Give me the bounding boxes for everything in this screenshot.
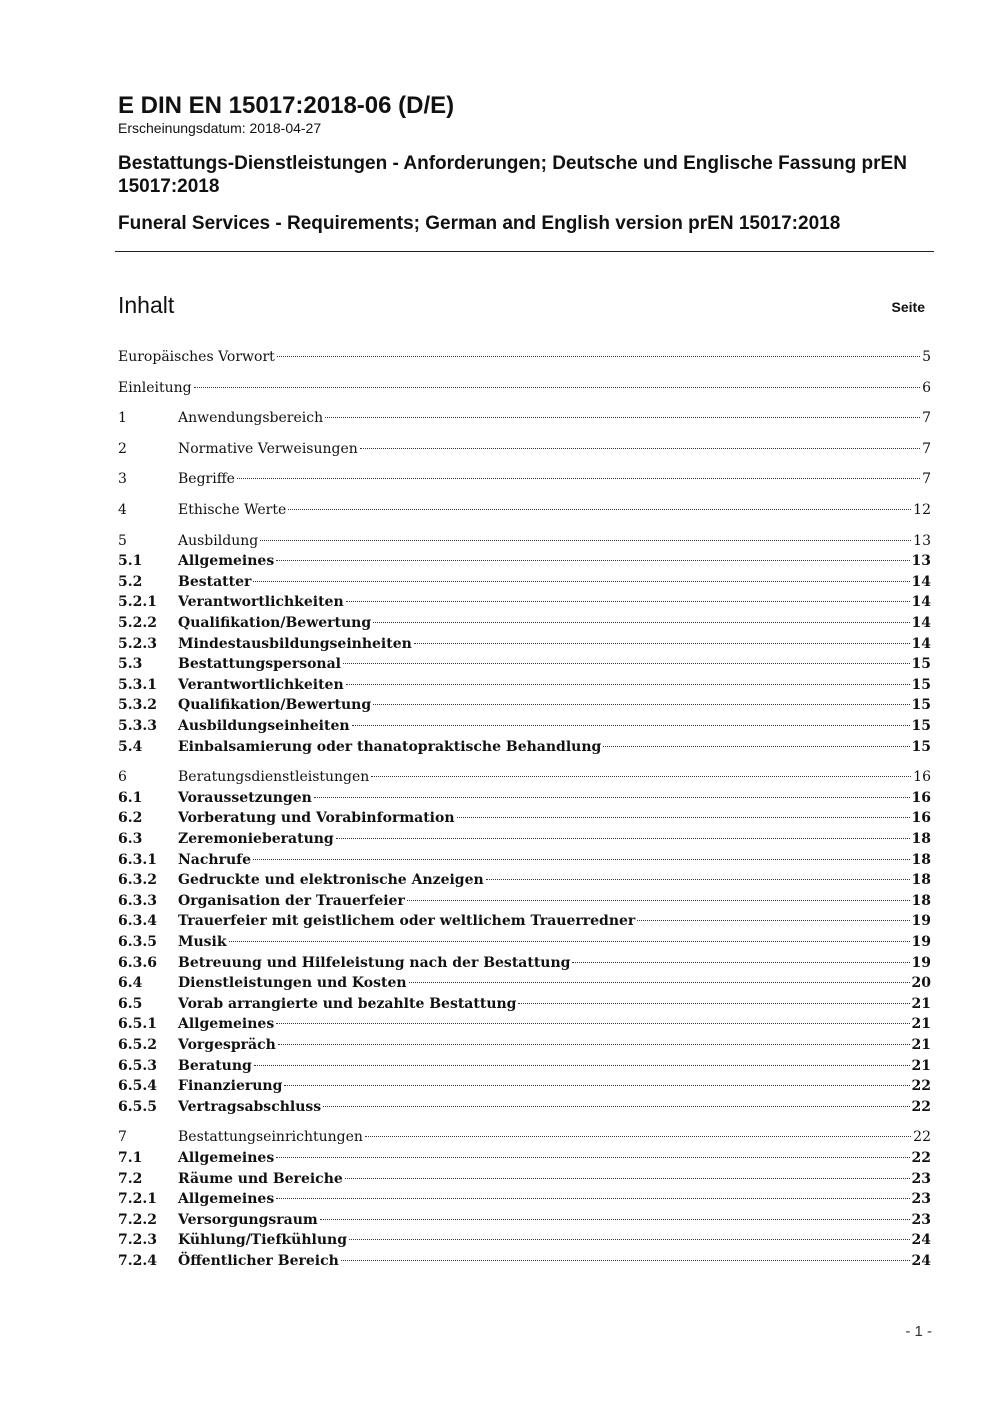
toc-entry-title: Begriffe [178,471,235,488]
toc-entry[interactable] [118,634,931,654]
toc-entry-number: 6.5.3 [118,1057,157,1074]
toc-entry-page: 18 [911,831,931,847]
toc-dot-leader [373,622,909,623]
toc-entry-page: 15 [911,697,931,714]
toc-dot-leader [365,1136,911,1137]
toc-entry-page: 23 [911,1170,931,1187]
toc-dot-leader [352,725,910,726]
toc-entry[interactable] [118,378,931,398]
toc-entry-title: Ethische Werte [178,502,287,518]
toc-entry-page: 13 [913,532,931,549]
toc-entry-page: 7 [922,471,931,488]
toc-dot-leader [288,509,911,510]
toc-entry[interactable] [118,347,931,367]
toc-dot-leader [346,601,910,602]
toc-dot-leader [194,387,921,388]
toc-entry-title: Nachrufe [178,851,252,868]
toc-entry-number: 6.3 [118,831,143,847]
toc-entry-number: 6.2 [118,810,143,827]
toc-entry-number: 6.5.1 [118,1016,157,1033]
toc-dot-leader [343,663,910,664]
toc-entry-page: 22 [911,1098,931,1115]
toc-entry-title: Vorab arrangierte und bezahlte Bestattung [178,995,517,1012]
toc-entry[interactable] [118,613,931,633]
toc-entry-title: Verantwortlichkeiten [178,594,344,611]
toc-entry-number: 5.4 [118,738,143,755]
toc-entry-page: 16 [911,810,931,827]
toc-entry-number: 6.3.4 [118,913,157,930]
toc-entry[interactable] [118,1056,931,1076]
toc-entry-title: Musik [178,934,227,950]
toc-entry-page: 12 [913,502,931,518]
toc-entry[interactable] [118,531,931,551]
toc-entry-page: 21 [911,995,931,1012]
toc-entry-number: 1 [118,410,127,427]
toc-dot-leader [314,797,910,798]
toc-entry-title: Organisation der Trauerfeier [178,892,405,909]
toc-dot-leader [237,478,920,479]
toc-entry-title: Allgemeines [178,553,275,570]
toc-entry[interactable] [118,737,931,757]
toc-entry-title: Voraussetzungen [178,789,312,806]
toc-entry-title: Europäisches Vorwort [118,349,275,365]
toc-entry-number: 5.2.1 [118,594,157,611]
toc-dot-leader [325,417,920,418]
toc-dot-leader [336,838,910,839]
toc-entry-title: Bestattungspersonal [178,656,341,673]
toc-entry-number: 6 [118,769,127,786]
toc-entry-number: 7.2.2 [118,1211,157,1228]
toc-entry[interactable] [118,1251,931,1271]
toc-entry-page: 24 [911,1253,931,1269]
toc-entry-number: 7.2.1 [118,1191,157,1208]
toc-entry-page: 23 [911,1191,931,1208]
toc-entry-title: Öffentlicher Bereich [178,1253,339,1269]
toc-entry[interactable] [118,654,931,674]
toc-entry-title: Gedruckte und elektronische Anzeigen [178,872,484,889]
toc-entry[interactable] [118,1148,931,1168]
toc-entry-page: 7 [922,410,931,427]
toc-entry-number: 7.1 [118,1150,143,1166]
toc-dot-leader [284,1085,909,1086]
toc-dot-leader [323,1106,909,1107]
toc-dot-leader [320,1219,910,1220]
toc-entry-title: Qualifikation/Bewertung [178,615,372,631]
toc-entry[interactable] [118,850,931,870]
toc-entry-page: 23 [911,1211,931,1228]
toc-dot-leader [371,776,911,777]
toc-entry[interactable] [118,1210,931,1230]
toc-dot-leader [276,1157,909,1158]
toc-entry-title: Vorberatung und Vorabinformation [178,810,455,827]
toc-dot-leader [253,859,909,860]
toc-dot-leader [457,817,910,818]
toc-entry-page: 21 [911,1016,931,1033]
toc-entry-page: 15 [911,718,931,734]
toc-entry-title: Dienstleistungen und Kosten [178,975,407,992]
toc-entry-title: Zeremonieberatung [178,831,334,847]
toc-entry[interactable] [118,1076,931,1096]
toc-entry-title: Allgemeines [178,1150,275,1166]
toc-entry-page: 16 [913,769,931,786]
toc-entry[interactable] [118,695,931,715]
toc-entry-number: 7.2.4 [118,1253,157,1269]
toc-entry[interactable] [118,953,931,973]
toc-entry-title: Beratung [178,1057,252,1074]
toc-dot-leader [276,1023,909,1024]
toc-dot-leader [486,879,910,880]
toc-entry[interactable] [118,592,931,612]
toc-dot-leader [260,540,911,541]
toc-entry-title: Vorgespräch [178,1037,276,1053]
toc-entry-page: 18 [911,851,931,868]
toc-entry-number: 6.5 [118,995,143,1012]
toc-dot-leader [276,560,909,561]
toc-dot-leader [373,704,909,705]
toc-entry-title: Beratungsdienstleistungen [178,769,370,786]
toc-entry-page: 21 [911,1037,931,1053]
toc-entry[interactable] [118,1035,931,1055]
toc-entry-title: Räume und Bereiche [178,1170,343,1187]
toc-entry-title: Betreuung und Hilfeleistung nach der Bestattung [178,954,571,971]
toc-entry[interactable] [118,808,931,828]
toc-entry[interactable] [118,973,931,993]
toc-entry[interactable] [118,932,931,952]
toc-entry-title: Versorgungsraum [178,1211,318,1228]
document-number: E DIN EN 15017:2018-06 (D/E) [118,92,455,119]
toc-entry-number: 6.5.4 [118,1078,157,1095]
toc-entry-number: 2 [118,440,127,457]
toc-entry-page: 15 [911,676,931,693]
toc-dot-leader [277,356,920,357]
toc-entry[interactable] [118,870,931,890]
toc-entry[interactable] [118,716,931,736]
toc-dot-leader [603,746,909,747]
toc-entry-title: Verantwortlichkeiten [178,676,344,693]
toc-entry-title: Ausbildungseinheiten [178,718,350,734]
toc-entry-number: 6.3.3 [118,892,157,909]
toc-entry-page: 14 [911,573,931,590]
toc-entry-title: Einleitung [118,379,192,396]
toc-dot-leader [518,1003,909,1004]
toc-entry-page: 19 [911,913,931,930]
toc-dot-leader [349,1239,910,1240]
toc-entry[interactable] [118,891,931,911]
toc-entry[interactable] [118,829,931,849]
toc-entry-page: 24 [911,1232,931,1249]
toc-dot-leader [345,1178,910,1179]
toc-entry-title: Anwendungsbereich [178,410,324,427]
toc-entry-number: 5.3 [118,656,143,673]
toc-dot-leader [278,1044,910,1045]
toc-entry-number: 6.3.5 [118,934,157,950]
toc-entry[interactable] [118,911,931,931]
toc-entry-title: Qualifikation/Bewertung [178,697,372,714]
toc-dot-leader [572,962,909,963]
toc-entry[interactable] [118,1014,931,1034]
toc-entry-number: 4 [118,502,127,518]
toc-entry[interactable] [118,408,931,428]
toc-entry-number: 6.5.2 [118,1037,157,1053]
page-number: - 1 - [905,1323,932,1340]
toc-entry-page: 21 [911,1057,931,1074]
toc-entry-number: 6.3.1 [118,851,157,868]
toc-entry-page: 15 [911,738,931,755]
toc-entry-number: 5.2 [118,573,143,590]
toc-entry-number: 7.2.3 [118,1232,157,1249]
toc-entry-page: 20 [911,975,931,992]
toc-entry-page: 14 [911,615,931,631]
toc-dot-leader [254,1065,910,1066]
toc-dot-leader [409,982,910,983]
toc-entry-title: Trauerfeier mit geistlichem oder weltlichem Trauerredner [178,913,636,930]
title-german: Bestattungs-Dienstleistungen - Anforderungen; Deutsche und Englische Fassung prEN 15017:2018 [118,153,907,197]
toc-entry[interactable] [118,767,931,787]
toc-entry-title: Allgemeines [178,1016,275,1033]
title-english: Funeral Services - Requirements; German and English version prEN 15017:2018 [118,213,841,234]
toc-dot-leader [253,581,909,582]
toc-dot-leader [637,920,909,921]
toc-entry[interactable] [118,1127,931,1147]
toc-entry-number: 5.3.2 [118,697,157,714]
table-of-contents [118,0,931,1300]
toc-entry[interactable] [118,1169,931,1189]
toc-entry-page: 18 [911,892,931,909]
toc-entry-page: 19 [911,934,931,950]
toc-entry[interactable] [118,551,931,571]
toc-entry[interactable] [118,675,931,695]
toc-entry-page: 14 [911,635,931,652]
toc-entry[interactable] [118,788,931,808]
toc-entry-page: 13 [911,553,931,570]
toc-entry[interactable] [118,1189,931,1209]
toc-entry-title: Bestatter [178,573,252,590]
toc-entry-page: 22 [911,1078,931,1095]
toc-entry-page: 6 [922,379,931,396]
toc-entry[interactable] [118,1097,931,1117]
toc-entry-page: 15 [911,656,931,673]
toc-entry-number: 5.2.3 [118,635,157,652]
toc-entry-title: Finanzierung [178,1078,283,1095]
toc-entry[interactable] [118,469,931,489]
toc-entry[interactable] [118,1230,931,1250]
toc-entry-page: 18 [911,872,931,889]
toc-entry-number: 5.1 [118,553,143,570]
toc-entry-number: 5.3.3 [118,718,157,734]
toc-entry-number: 7 [118,1129,127,1146]
toc-entry-page: 22 [911,1150,931,1166]
toc-entry-title: Normative Verweisungen [178,440,358,457]
toc-entry-number: 7.2 [118,1170,143,1187]
toc-entry[interactable] [118,500,931,520]
toc-entry-number: 6.3.6 [118,954,157,971]
publication-date: Erscheinungsdatum: 2018-04-27 [118,120,322,136]
toc-entry-title: Vertragsabschluss [178,1098,322,1115]
toc-entry[interactable] [118,994,931,1014]
toc-dot-leader [229,941,910,942]
toc-entry-number: 5 [118,532,127,549]
toc-dot-leader [276,1198,909,1199]
toc-entry[interactable] [118,572,931,592]
toc-entry-title: Mindestausbildungseinheiten [178,635,412,652]
toc-entry-number: 5.2.2 [118,615,157,631]
toc-entry-title: Bestattungseinrichtungen [178,1129,363,1146]
toc-entry-title: Kühlung/Tiefkühlung [178,1232,347,1249]
toc-entry-page: 16 [911,789,931,806]
toc-dot-leader [341,1260,910,1261]
toc-dot-leader [360,448,920,449]
toc-entry-number: 6.1 [118,789,143,806]
toc-dot-leader [414,643,910,644]
toc-entry-page: 19 [911,954,931,971]
toc-heading: Inhalt [118,292,175,318]
toc-entry[interactable] [118,439,931,459]
toc-entry-page: 14 [911,594,931,611]
toc-page-column-label: Seite [891,299,925,315]
toc-entry-page: 5 [922,349,931,365]
toc-entry-number: 6.3.2 [118,872,157,889]
toc-entry-number: 5.3.1 [118,676,157,693]
toc-entry-number: 6.5.5 [118,1098,157,1115]
toc-dot-leader [407,900,910,901]
toc-entry-page: 7 [922,440,931,457]
toc-entry-title: Ausbildung [178,532,259,549]
toc-entry-title: Allgemeines [178,1191,275,1208]
toc-entry-number: 3 [118,471,127,488]
toc-dot-leader [346,684,910,685]
toc-entry-number: 6.4 [118,975,143,992]
toc-entry-title: Einbalsamierung oder thanatopraktische Behandlung [178,738,602,755]
toc-entry-page: 22 [913,1129,931,1146]
